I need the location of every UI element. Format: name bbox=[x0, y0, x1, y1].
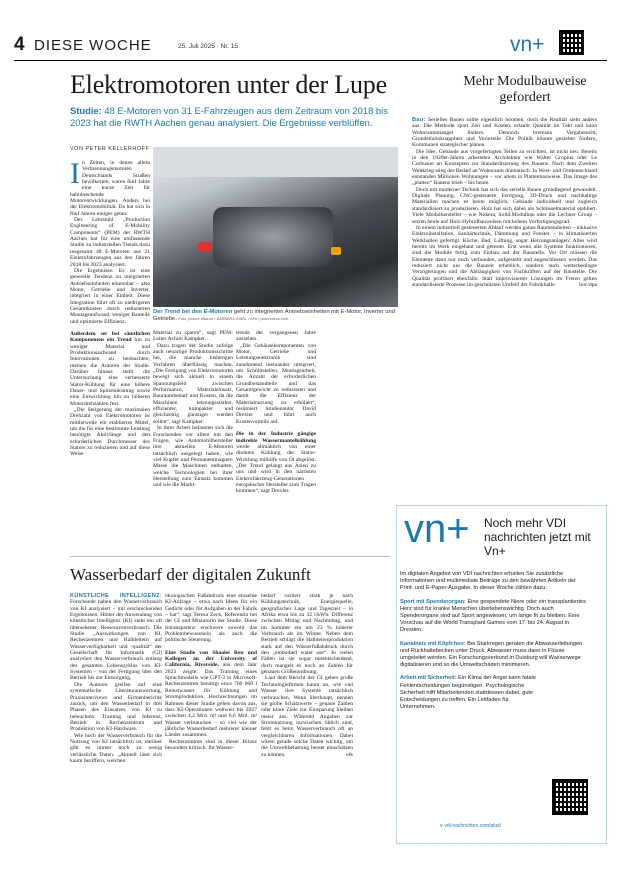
vn-item-text: Ein Klima der Angst kann fatale Fehlentscheidungen begünstigen. Psychologische Sicherheit hilft Mitarbeitenden stattdessen dabei, gute Entscheidungen zu treffen. Ein Leitfaden für Unternehmen. bbox=[400, 675, 536, 711]
article1-column-3 bbox=[236, 330, 316, 495]
article1-column-1 bbox=[70, 157, 151, 458]
paragraph: n Zeiten, in denen allein Verbrennungsmotoren Deutschlands Straßen bevölkerten, waren fünf Jahre eine kurze Zeit für bahnbrechende Motorentwicklungen. Anders bei der Elektromobilität. Da hat sich in fünf Jahren einiges getan. bbox=[70, 160, 150, 217]
red-cap bbox=[198, 242, 212, 252]
section-title: DIESE WOCHE bbox=[34, 37, 152, 54]
engine-photo bbox=[153, 147, 398, 307]
article3-column-3 bbox=[261, 593, 353, 758]
paragraph: Die Idee, Gebäude aus vorgefertigten Teilen zu errichten, ist nicht neu. Bereits in den 1920er-Jahren arbeiteten Architekten wie Walter Gropius oder Le Corbusier an Konzepten zur Standardisierung des Bauens. Nach dem Zweiten Weltkrieg stieg der Bedarf an Wohnraum dramatisch. In West- und Ostdeutschland entstanden Millionen Wohnungen – vor allem in Plattenbauweise. Das Image des „platten“ Bauens blieb – bis heute. bbox=[412, 148, 598, 187]
paragraph: trends der vergangenen Jahre aussehen. bbox=[236, 330, 316, 343]
article2-body bbox=[412, 117, 597, 288]
paragraph: „Die Gehäusekomponenten von Motor, Getriebe und Leistungselektronik sind zunehmend ineinander integriert, um Schnittstellen, Montagearbeit, die Anzahl der erforderlichen Grundbestandteile und das Gesamtgewicht zu reduzieren und damit die Effizienz der Materialnutzung zu erhöhen“, resümiert Studienautor David Drexler und führt auch Kostenvorteile auf. bbox=[236, 342, 316, 425]
paragraph: In ihrer Arbeit befassten sich die Forschenden vor allem mit den Fragen, wie Automobilhersteller ihre aktuellen E-Motoren tatsächlich ausgelegt haben, wie viel Kupfer und Permanentmagnet-Masse die Maschinen enthalten, welche Technologien bei ihrer Herstellung zum Einsatz kommen und wie die Markt- bbox=[153, 425, 233, 489]
byline: VON PETER KELLERHOFF bbox=[70, 146, 150, 152]
paragraph: Forschende haben den Wasserverbrauch von KI analysiert – mit erschreckenden Ergebnissen. Hinter der Anwendung von künstlicher Intelligenz (KI) steht ein oft übersehener Ressourcenverbrauch. Die Studie „Auswirkungen von KI, Rechenzentren und Halbleitern auf Wasserverfügbarkeit und -qualität“ der Gesellschaft für Informatik (GI) analysiert den Wasserverbrauch entlang des gesamten Lebenszyklus von KI-Systemen – von der Fertigung über den Betrieb bis zur Entsorgung. bbox=[70, 599, 162, 682]
vn-item-head: Kanalnetz mit Köpfchen: bbox=[400, 640, 466, 647]
paragraph: Material zu sparen“, sagt PEM-Leiter Achim Kampker. bbox=[153, 330, 233, 343]
vn-item-text: Eine gespendete Niere oder ein transplantiertes Herz sind für kranke Menschen überlebenswichtig. Doch auch Spenderorgane sind auf Sport angewiesen, um lange fit zu bleiben. Eine Vorschau auf die World Transplant Games vom 17. bis 24. August in Dresden. bbox=[400, 598, 586, 634]
orange-cap bbox=[331, 247, 341, 255]
vn-item-head: Arbeit mit Sicherheit: bbox=[400, 675, 457, 682]
paragraph: Serielles Bauen sollte eigentlich boomen, doch die Realität sieht anders aus. Die Methode spart Zeit und Kosten, erlaubt Qualität im Takt und kann Wohnraummangel lindern. Dennoch bremsen Vergaberecht, Grundstücksknappheit und Vorurteile. Die Politik könnte gezielter fördern, Kommunen strategischer planen. bbox=[412, 117, 598, 149]
header-rule bbox=[14, 60, 607, 61]
photo-credit: Foto: picture alliance / BARBARA GINDL / APA / picturedesk.com bbox=[178, 317, 289, 321]
paragraph: aus dem Jahr 2023 zeigte: Das Training eines Sprachmodells wie GPT-3 in Microsoft-Rechenzentren benötigt etwa 700 000 l Reinstwasser für Kühlung und Stromproduktion. Hochrechnungen im Rahmen dieser Studie gehen davon aus, dass KI-Operationen weltweit bis 2027 zwischen 4,2 Mrd. m³ und 6,6 Mrd. m³ Wasser verbrauchen – so viel wie der jährliche Wasserbedarf mehrerer kleiner Länder zusammen. bbox=[165, 662, 257, 739]
car-hood bbox=[153, 147, 398, 177]
kicker: Studie: bbox=[70, 105, 102, 116]
photo-caption bbox=[153, 309, 398, 323]
article-title-modulbauweise: Mehr Modulbauweise gefordert bbox=[463, 74, 587, 105]
electric-motor-image bbox=[213, 207, 333, 267]
paragraph: „Die Steigerung der maximalen Drehzahl von Elektromotoren ist mittlerweile ein etabliertes Mittel, um die für eine bestimmte Leistung benötigte Aktivlänge und den erforderlichen Durchmesser des Stators zu reduzieren und auf diese Weise bbox=[70, 407, 150, 458]
qr-code-icon[interactable] bbox=[559, 30, 584, 55]
article1-column-2 bbox=[153, 330, 233, 489]
paragraph: Rechenzentren sind in dieser Bilanz besonders kritisch. Ihr Wasser- bbox=[165, 738, 257, 751]
paragraph: hin zu weniger Material und Produktionsaufwand durch Innovationen zu beobachten, meinen die Autoren der Studie. Darüber hinaus stellt die Untersuchung eine verbesserte Stator-Kühlung für eine höhere Dauer- und Spitzenleistung sowie eine Entwicklung hin zu höheren Motordrehzahlen fest. bbox=[70, 337, 151, 407]
signature: elk bbox=[346, 751, 353, 758]
paragraph: Doch mit moderner Technik hat sich das serielle Bauen grundlegend gewandelt. Digitale Planung, CNC-gesteuerte Fertigung, 3D-Druck und nachhaltige Materialien machen es heute möglich, Gebäude individuell und zugleich standardisiert zu produzieren. Holz hat sich dabei als Schlüsselmaterial etabliert. Viele Modulhersteller – wie Nokera, Solid.Modulbau oder die Lechner Group – setzen heute auf Holz-Hybridbauweisen mit hohem Vorfertigungsgrad. bbox=[412, 186, 597, 225]
vn-plus-url[interactable]: ≡ vdi-nachrichten.com/plus/ bbox=[440, 823, 502, 829]
vn-plus-box-logo: vn+ bbox=[404, 507, 470, 551]
vn-item-text: Bei Starkregen geraten die Abwasserleitungen und Rückhaltebecken unter Druck, Abwasser muss dann in Flüsse umgeleitet werden. Ein Forschungsverbund in Duisburg will Wasserwege digitalisieren und so die Umweltschäden minimieren. bbox=[400, 640, 583, 669]
article-title-wasserbedarf: Wasserbedarf der digitalen Zukunft bbox=[70, 565, 311, 584]
vn-plus-content bbox=[400, 571, 590, 711]
vn-plus-tagline: Noch mehr VDI nachrichten jetzt mit Vn+ bbox=[484, 516, 591, 558]
vn-intro: Im digitalen Angebot von VDI nachrichten erhalten Sie zusätzliche Informationen und multimediale Beiträge zu den bewährten Artikeln der Print- und E-Paper-Ausgabe. In dieser Woche zählen dazu: bbox=[400, 571, 576, 592]
paragraph: Der Lehrstuhl „Production Engineering of E-Mobility Components“ (PEM) der RWTH Aachen hat für eine umfassende Studie zu industriellen Trends dazu insgesamt 48 E-Motoren aus 31 Elektrofahrzeugen aus den Jahren 2018 bis 2023 analysiert. bbox=[70, 217, 150, 268]
vn-url-text[interactable]: vdi-nachrichten.com/plus/ bbox=[444, 823, 502, 829]
dropcap: I bbox=[70, 157, 80, 190]
caption-bold: Der Trend bei den E-Motoren bbox=[153, 309, 233, 315]
caption-text: geht zu integrierten Antriebseinheiten mit E-Motor, Inverter und Getriebe. bbox=[153, 309, 395, 322]
article-subtitle bbox=[70, 105, 400, 129]
paragraph: Laut dem Bericht der GI geben große Technologiefirmen kaum an, wie viel Wasser ihre Systeme tatsächlich verbrauchen. Wenn überhaupt, nennen sie grobe Schätzwerte – genaue Zahlen oder klare Ziele zur Einsparung bleiben meist aus. Während Angaben zur Stromnutzung inzwischen üblich sind, fehlt es beim Wasserverbrauch oft an vergleichbaren Informationen. Dabei wären gerade solche Daten wichtig, um die Umweltbelastung besser einschätzen zu können. bbox=[261, 675, 353, 758]
subheading: Außerdem sei bei sämtlichen Komponenten ein Trend bbox=[70, 330, 150, 344]
paragraph: Wie hoch der Wasserverbrauch für die Nutzung von KI tatsächlich ist, darüber gibt es immer noch zu wenig verlässliche Daten. „Aktuell lässt sich kaum beziffern, welchen bbox=[70, 732, 162, 764]
paragraph: werde allmählich von einer direkten Kühlung der Stator-Wicklung mithilfe von Öl abgelöst. „Der Trend gelangt aus Asien zu uns und wird in den nächsten Elektrofahrzeug-Generationen europäischer Hersteller zum Tragen kommen“, sagt Drexler. bbox=[236, 443, 316, 495]
qr-code-icon[interactable] bbox=[552, 779, 588, 815]
paragraph: Die Ergebnisse: Es ist eine generelle Tendenz zu integrierten Antriebseinheiten erkennbar – also Motor, Getriebe und Inverter, integriert in einer Einheit. Diese Integration führt oft zu niedrigeren Gesamtkosten durch reduzierten Montageaufwand, weniger Bauteile und optimierte Effizienz. bbox=[70, 267, 150, 325]
article3-column-2 bbox=[165, 593, 257, 751]
subheading: Eine Studie von Shaolei Ren und Kollegen an der University of California, Riverside, bbox=[165, 649, 257, 669]
page-number: 4 bbox=[14, 34, 25, 55]
subheading: Die in der Industrie gängige indirekte Wassermantelkühlung bbox=[236, 431, 316, 444]
kicker: KÜNSTLICHE INTELLIGENZ: bbox=[70, 593, 162, 599]
paragraph: Dazu tragen der Studie zufolge auch neuartige Produktionsschritte bei, die manche bisherigen Verfahren überflüssig machen. „Die Fertigung von Elektromotoren bewegt sich aktuell in einem Spannungsfeld zwischen Performance, Materialeinsatz, Bauraumbedarf und Kosten, da die Maschinen leistungsstärker, effizienter, kompakter und gleichzeitig günstiger werden sollen“, sagt Kampker. bbox=[153, 342, 234, 425]
subtitle-text: 48 E-Motoren von 31 E-Fahrzeugen aus dem Zeitraum von 2018 bis 2023 hat die RWTH Aachen genau analysiert. Die Ergebnisse verblüffen. bbox=[70, 105, 388, 128]
paragraph: bedarf variiert stark je nach Kühlungstechnik, Energiequelle, geografischer Lage und Tageszeit – in Afrika etwa bis zu 32 l/kWh. Differenz zwischen Mittag und Nachmittag, und im Sommer ein um 23 % höherer Verbrauch als im Winter. Neben dem Betrieb schlägt die Halbleiterproduktion stark auf den Wasserfußabdruck durch den „embodied water use“. In vielen Fällen ist sie sogar mitentscheidend, doch mangelt es noch an Zahlen für genauen Größenordnung. bbox=[261, 593, 353, 676]
vn-plus-logo: vn+ bbox=[510, 33, 545, 56]
section-divider bbox=[70, 556, 390, 557]
kicker: Bau: bbox=[412, 117, 426, 123]
article-title-elektromotoren: Elektromotoren unter der Lupe bbox=[70, 70, 387, 99]
signature: hoc/dpa bbox=[579, 281, 597, 288]
paragraph: Die Autoren greifen auf eine systematische Literaturauswertung, Praxisinterviews und Firmenberichte zurück, um den Wasserbedarf in drei Phasen des Einsatzes von KI zu beleuchten: Training und Inferenz, Betrieb in Rechenzentrum und Produktion von KI-Hardware. bbox=[70, 681, 162, 733]
paragraph: In einem industriell gesteuerten Ablauf werden ganze Raumeinheiten – inklusive Elektroinstallation, Sanitärtechnik, Dämmung und Fenster – in klimatisierten Werkhallen gefertigt. Küche, Bad, Lüftung, sogar Heizungsanlagen: Alles wird bereits im Werk eingebaut und getestet. Erst wenn alle Systeme funktionieren, sind die Module fertig zum Einbau auf der Baustelle. Vor Ort müssen die Elemente dann nur noch verbunden, aufgestellt und angeschlossen werden. Das reduziert nicht nur die Bauzeit erheblich, sondern auch wetterbedingte Verzögerungen und die Abhängigkeit von Fachkräften auf der Baustelle. Die Qualität profitiert ebenfalls: Statt improvisierter Lösungen im Freien gelten standardisierte Prozesse im geschützten Umfeld der Fabrikhalle. bbox=[412, 224, 597, 288]
issue-date: 25. Juli 2025 · Nr. 15 bbox=[178, 43, 238, 50]
paragraph: ökologischen Fußabdruck eine einzelne KI-Anfrage – etwa nach Ideen für ein Gedicht oder für Aufgaben in der Fabrik – hat“, sagt Teresa Zeck, Referentin bei der GI und Mitautorin der Studie. Diese Intransparenz erschwere sowohl das Problembewusstsein als auch die politische Steuerung. bbox=[165, 593, 257, 644]
article3-column-1 bbox=[70, 593, 162, 764]
vn-item-head: Sport mit Spenderorgan: bbox=[400, 598, 466, 605]
